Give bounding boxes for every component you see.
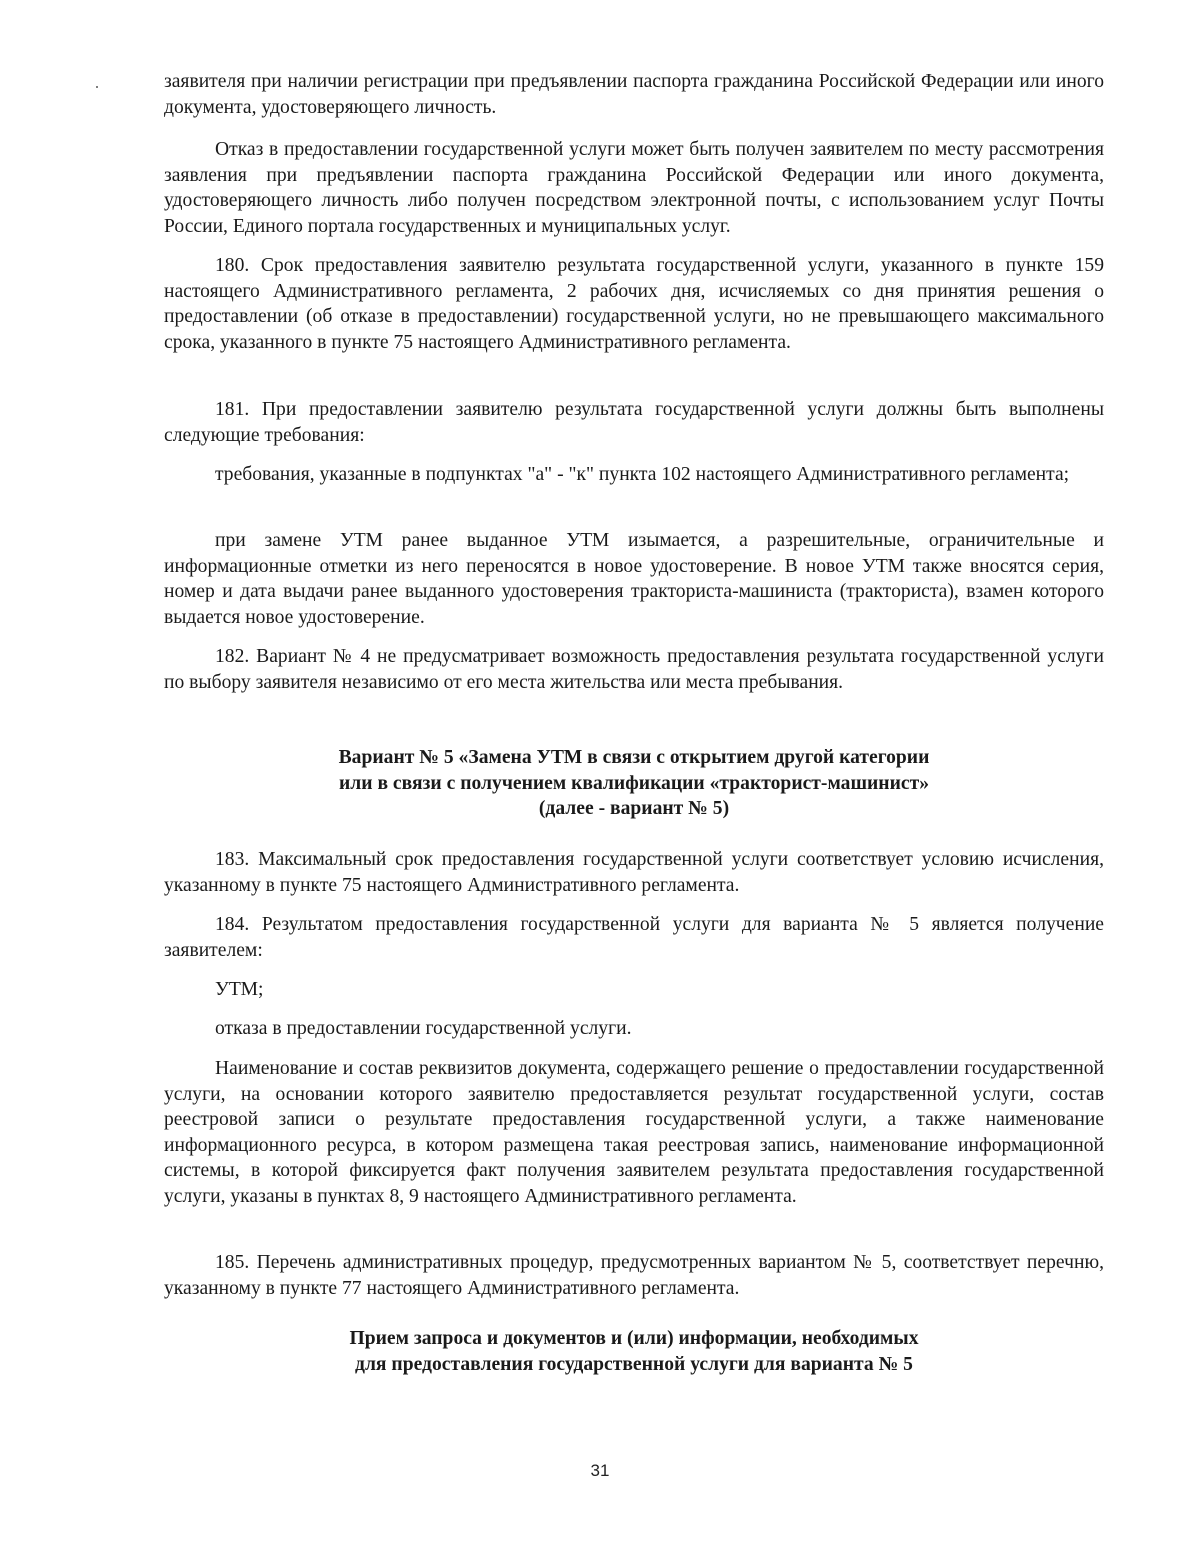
paragraph-183: 183. Максимальный срок предоставления государственной услуги соответствует условию исчисления, указанному в пункте 75 настоящего Административного регламента. — [164, 849, 1104, 896]
heading-line-2: или в связи с получением квалификации «тракторист-машинист» — [338, 772, 929, 794]
heading-line-2: для предоставления государственной услуги для варианта № 5 — [355, 1353, 913, 1375]
paragraph-184: 184. Результатом предоставления государственной услуги для варианта № 5 является получение заявителем: — [164, 914, 1104, 961]
list-item-refusal: отказа в предоставлении государственной услуги. — [215, 1018, 632, 1039]
paragraph-181: 181. При предоставлении заявителю результата государственной услуги должны быть выполнены следующие требования: — [164, 399, 1104, 446]
paragraph-refusal: Отказ в предоставлении государственной услуги может быть получен заявителем по месту рассмотрения заявления при предъявлении паспорта гражданина Российской Федерации или иного документа, удостоверяющего личность либо получен посредством электронной почты, с использованием услуг Почты России, Единого портала государственных и муниципальных услуг. — [164, 139, 1104, 237]
paragraph-180: 180. Срок предоставления заявителю результата государственной услуги, указанного в пункте 159 настоящего Административного регламента, 2 рабочих дня, исчисляемых со дня принятия решения о предоставлении (об отказе в предоставлении) государственной услуги, но не превышающего максимального срока, указанного в пункте 75 настоящего Административного регламента. — [164, 255, 1104, 353]
scan-artifact — [96, 86, 98, 88]
heading-line-1: Прием запроса и документов и (или) информации, необходимых — [349, 1328, 919, 1349]
paragraph-185: 185. Перечень административных процедур, предусмотренных вариантом № 5, соответствует перечню, указанному в пункте 77 настоящего Административного регламента. — [164, 1252, 1104, 1299]
heading-line-3: (далее - вариант № 5) — [538, 798, 730, 820]
page-number: 31 — [590, 1461, 610, 1480]
section-heading-reception — [164, 1326, 1104, 1377]
paragraph-continuation: заявителя при наличии регистрации при предъявлении паспорта гражданина Российской Федерации или иного документа, удостоверяющего личность. — [164, 71, 1104, 118]
paragraph-utm-replacement: при замене УТМ ранее выданное УТМ изымается, а разрешительные, ограничительные и информационные отметки из него переносятся в новое удостоверение. В новое УТМ также вносятся серия, номер и дата выдачи ранее выданного удостоверения тракториста-машиниста (тракториста), взамен которого выдается новое удостоверение. — [164, 530, 1104, 628]
list-item-utm: УТМ; — [215, 979, 264, 1000]
paragraph-requirements: требования, указанные в подпунктах "а" - "к" пункта 102 настоящего Административного регламента; — [215, 464, 1070, 485]
section-heading-variant-5 — [164, 745, 1104, 822]
heading-line-1: Вариант № 5 «Замена УТМ в связи с открытием другой категории — [338, 747, 930, 768]
paragraph-requisites: Наименование и состав реквизитов документа, содержащего решение о предоставлении государственной услуги, на основании которого заявителю предоставляется результат государственной услуги, состав реестровой записи о результате предоставления государственной услуги, а также наименование информационного ресурса, в котором размещена такая реестровая запись, наименование информационной системы, в которой фиксируется факт получения заявителем результата предоставления государственной услуги, указаны в пунктах 8, 9 настоящего Административного регламента. — [164, 1058, 1104, 1207]
paragraph-182: 182. Вариант № 4 не предусматривает возможность предоставления результата государственной услуги по выбору заявителя независимо от его места жительства или места пребывания. — [164, 646, 1104, 693]
